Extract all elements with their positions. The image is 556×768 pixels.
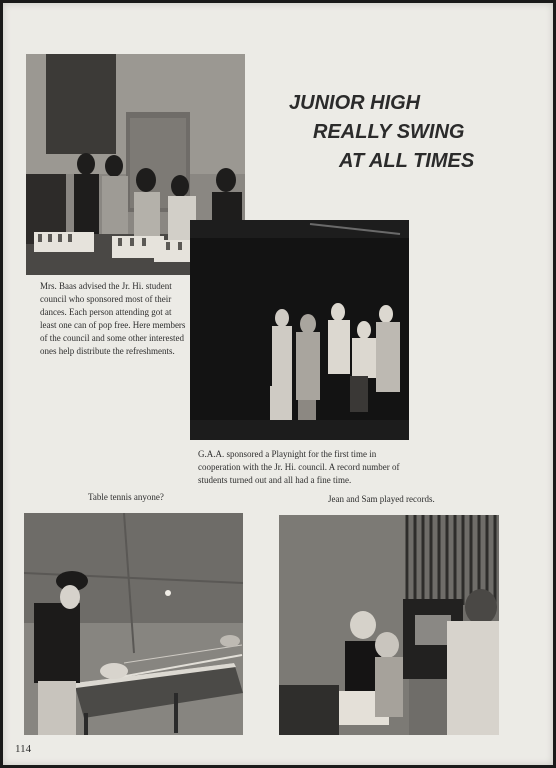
yearbook-page: [3, 3, 553, 765]
photo-records: [279, 515, 499, 735]
caption-council: Mrs. Baas advised the Jr. Hi. student council who sponsored most of their dances. Each person attending got at least one can of pop free. Here members of the council and some other interested ones help distribute the refreshments.: [40, 281, 186, 356]
title-line-1: JUNIOR HIGH: [289, 92, 421, 114]
photo-table-tennis: [24, 513, 243, 735]
caption-table-tennis: Table tennis anyone?: [88, 492, 164, 502]
page-title: [265, 89, 485, 176]
caption-playnight: G.A.A. sponsored a Playnight for the first time in cooperation with the Jr. Hi. council. A record number of students turned out and all had a fine time.: [198, 449, 400, 485]
photo-playnight-dance: [190, 220, 409, 440]
caption-records: Jean and Sam played records.: [328, 494, 435, 504]
title-line-2: REALLY SWING: [313, 121, 465, 143]
page-number: 114: [15, 743, 32, 755]
title-line-3: AT ALL TIMES: [339, 150, 475, 172]
